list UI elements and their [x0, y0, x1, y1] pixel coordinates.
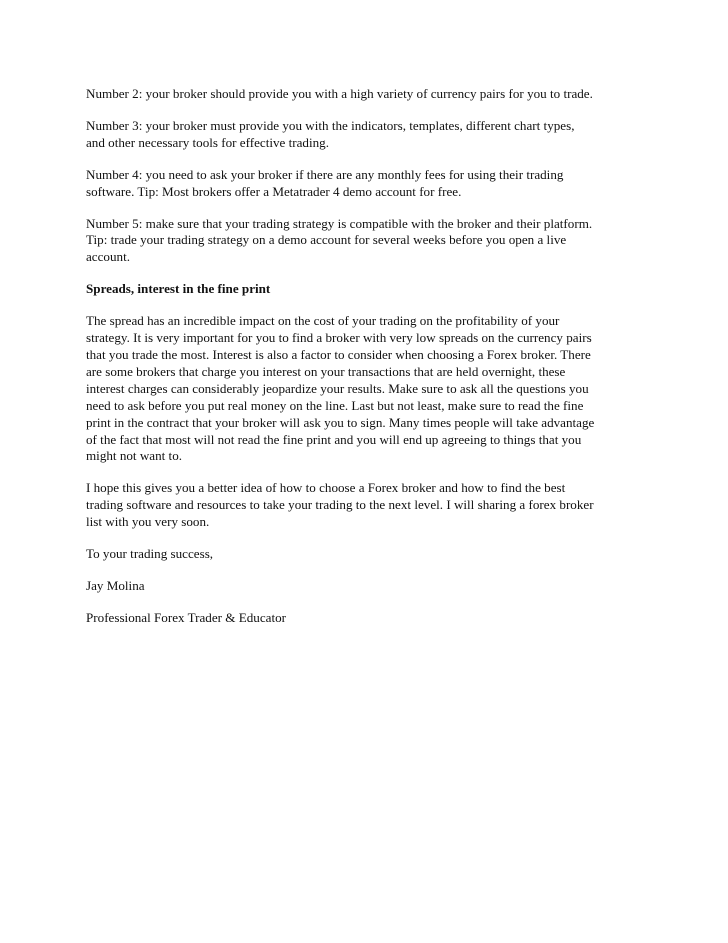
- paragraph-number-5: Number 5: make sure that your trading strategy is compatible with the broker and their platform. Tip: trade your trading strategy on a demo account for several weeks before you open a live account.: [86, 215, 593, 265]
- paragraph-number-4: Number 4: you need to ask your broker if there are any monthly fees for using their trading software. Tip: Most brokers offer a Metatrader 4 demo account for free.: [86, 166, 564, 199]
- paragraph-number-3: Number 3: your broker must provide you with the indicators, templates, different chart types, and other necessary tools for effective trading.: [86, 117, 575, 150]
- paragraph-number-2: Number 2: your broker should provide you with a high variety of currency pairs for you to trade.: [86, 86, 593, 101]
- paragraph-spreads: The spread has an incredible impact on the cost of your trading on the profitability of your strategy. It is very important for you to find a broker with very low spreads on the currency pairs that you trade the most. Interest is also a factor to consider when choosing a Forex broker. There are some brokers that charge you interest on your transactions that are held overnight, these interest charges can considerably jeopardize your results. Make sure to ask all the questions you need to ask before you put real money on the line. Last but not least, make sure to read the fine print in the contract that your broker will ask you to sign. Many times people will take advantage of the fact that most will not read the fine print and you will end up agreeing to things that you might not want to.: [86, 313, 595, 464]
- document-page: [86, 86, 646, 642]
- section-heading: Spreads, interest in the fine print: [86, 281, 271, 297]
- paragraph-closing: I hope this gives you a better idea of how to choose a Forex broker and how to find the best trading software and resources to take your trading to the next level. I will sharing a forex broker list with you very soon.: [86, 480, 594, 530]
- author-title: Professional Forex Trader & Educator: [86, 609, 287, 625]
- author-name: Jay Molina: [86, 577, 145, 593]
- sign-off: To your trading success,: [86, 546, 214, 562]
